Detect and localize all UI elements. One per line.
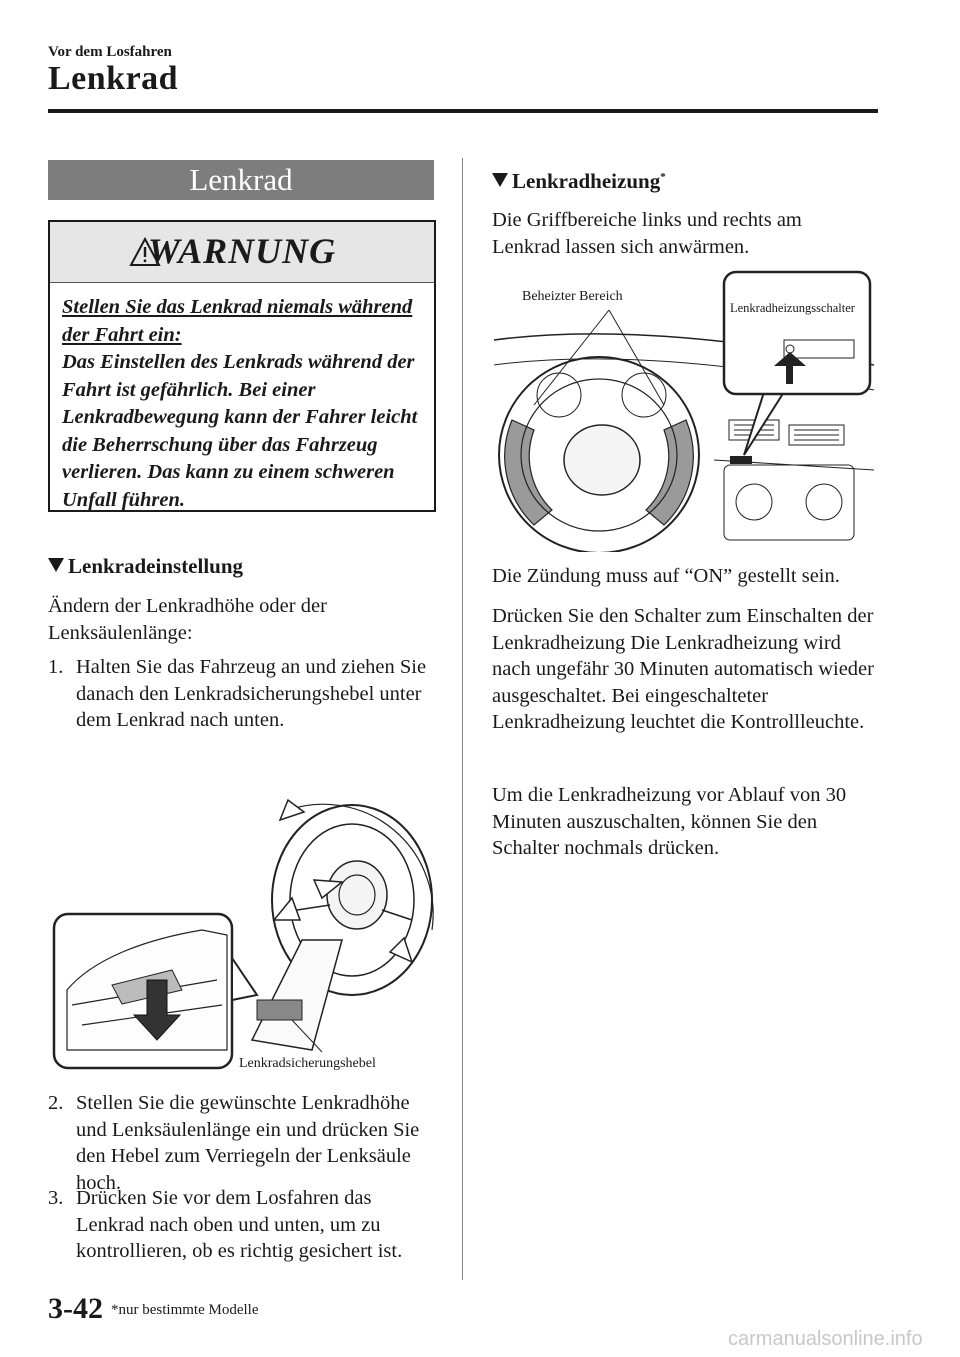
adjust-intro: Ändern der Lenkradhöhe oder der Lenksäulenlänge: [48,595,327,644]
triangle-bullet-icon [48,558,64,572]
warning-header [50,222,434,283]
triangle-bullet-icon [492,173,508,187]
lever-label: Lenkradsicherungshebel [239,1056,376,1071]
watermark: carmanualsonline.info [728,1328,923,1350]
section-banner: Lenkrad [48,160,434,200]
page-title: Lenkrad [48,60,179,97]
chapter-label: Vor dem Losfahren [48,44,172,60]
step-2: 2. Stellen Sie die gewünschte Lenkradhöhe und Lenksäulenlänge ein und drücken Sie den Hebel zum Verriegeln der Lenksäule hoch. [48,1092,420,1194]
warning-title: WARNUNG [147,231,337,271]
heating-switch-label: Lenkradheizungsschalter [730,301,855,315]
heated-area-label: Beheizter Bereich [522,289,623,304]
heading-adjust: Lenkradeinstellung [48,554,243,579]
warning-lead: Stellen Sie das Lenkrad niemals während der Fahrt ein: [62,296,413,346]
ignition-note: Die Zündung muss auf “ON” gestellt sein. [492,565,840,587]
heating-paragraph-2: Um die Lenkradheizung vor Ablauf von 30 Minuten auszuschalten, können Sie den Schalter nochmals drücken. [492,784,847,859]
step-3: 3. Drücken Sie vor dem Losfahren das Lenkrad nach oben und unten, um zu kontrollieren, ob es richtig gesichert ist. [48,1187,403,1262]
warning-body [62,294,428,514]
footnote: *nur bestimmte Modelle [111,1302,259,1318]
heating-paragraph-1: Drücken Sie den Schalter zum Einschalten der Lenkradheizung Die Lenkradheizung wird nach ungefähr 30 Minuten automatisch wieder ausgeschaltet. Bei eingeschalteter Lenkradheizung leuchtet die Kontrollleuchte. [492,605,874,733]
step-1: 1. Halten Sie das Fahrzeug an und ziehen Sie danach den Lenkradsicherungshebel unter dem Lenkrad nach unten. [48,656,427,731]
page-number: 3-42 [48,1292,103,1325]
steering-adjust-figure [52,790,440,1072]
heating-intro: Die Griffbereiche links und rechts am Lenkrad lassen sich anwärmen. [492,209,802,258]
header-rule [48,109,878,113]
column-divider [462,158,463,1280]
heading-heating: Lenkradheizung* [492,169,666,194]
warning-box [48,220,436,512]
warning-text: Das Einstellen des Lenkrads während der Fahrt ist gefährlich. Bei einer Lenkradbewegung kann der Fahrer leicht die Beherrschung über das Fahrzeug verlieren. Das kann zu einem schweren Unfall führen. [62,351,418,511]
